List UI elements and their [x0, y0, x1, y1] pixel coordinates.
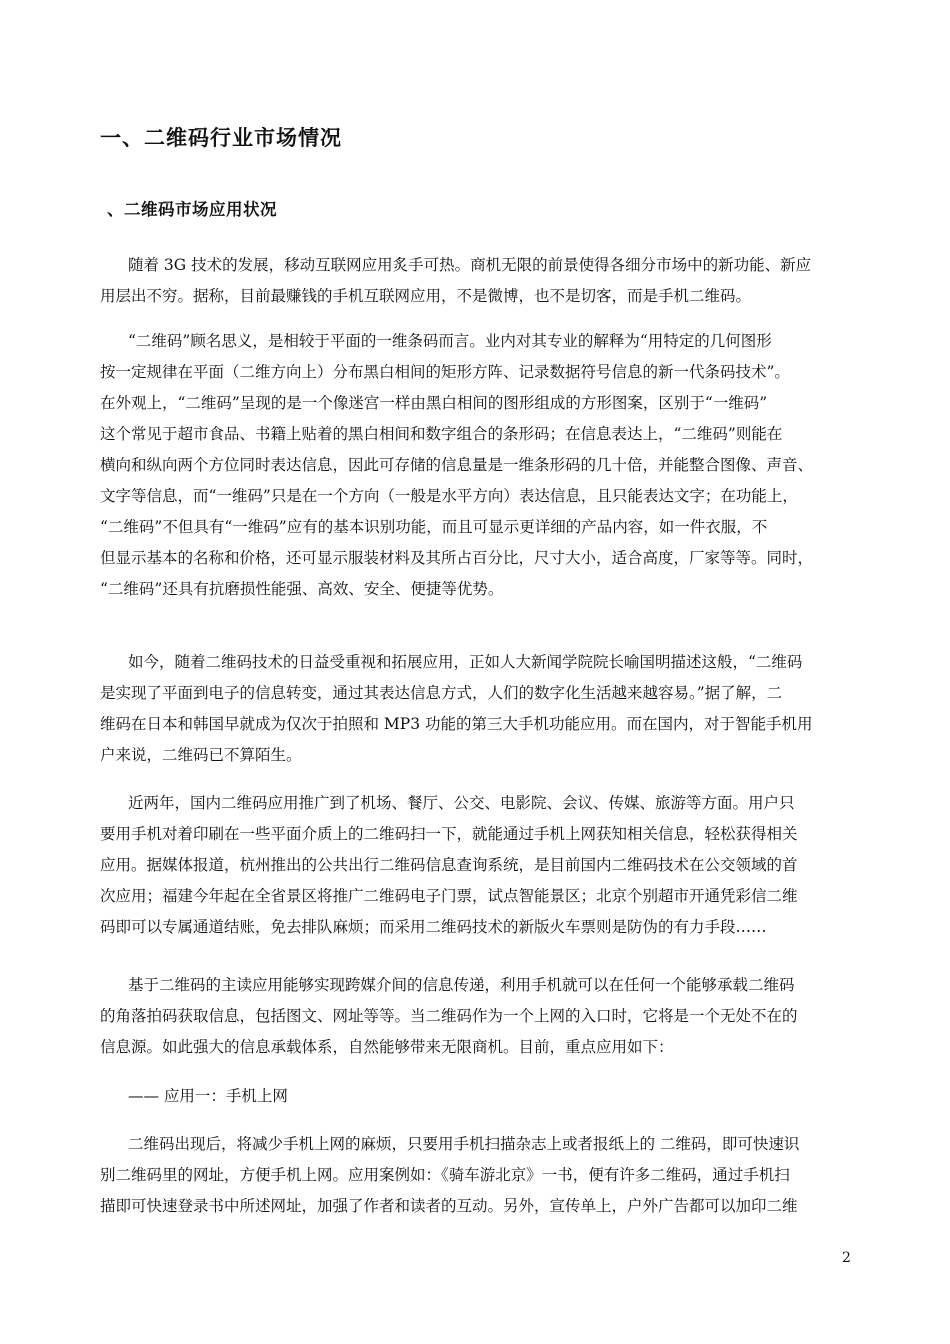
text-line: 在外观上，“二维码”呈现的是一个像迷宫一样由黑白相间的图形组成的方形图案，区别于“一维码” — [100, 394, 768, 412]
text-line: 横向和纵向两个方位同时表达信息，因此可存储的信息量是一维条形码的几十倍，并能整合图像、声音、 — [100, 456, 814, 474]
paragraph — [100, 647, 854, 771]
text-line: 维码在日本和韩国早就成为仅次于拍照和 MP3 功能的第三大手机功能应用。而在国内，对于智能手机用 — [100, 715, 813, 733]
text-line: 二维码出现后，将减少手机上网的麻烦，只要用手机扫描杂志上或者报纸上的 二维码，即可快速识 — [128, 1135, 800, 1153]
paragraph — [100, 1129, 854, 1222]
text-line: “二维码”顾名思义，是相较于平面的一维条码而言。业内对其专业的解释为“用特定的几何图形 — [128, 332, 772, 350]
text-line: “二维码”不但具有“一维码”应有的基本识别功能，而且可显示更详细的产品内容，如一件衣服，不 — [100, 518, 768, 536]
text-line: 次应用；福建今年起在全省景区将推广二维码电子门票，试点智能景区；北京个别超市开通凭彩信二维 — [100, 887, 798, 905]
text-line: 用层出不穷。据称，目前最赚钱的手机互联网应用，不是微博，也不是切客，而是手机二维码。 — [100, 287, 752, 305]
text-line: 描即可快速登录书中所述网址，加强了作者和读者的互动。另外，宣传单上，户外广告都可以加印二维 — [100, 1197, 798, 1215]
paragraph — [100, 250, 854, 312]
subsection-heading: 、二维码市场应用状况 — [107, 200, 277, 219]
text-line: 户来说，二维码已不算陌生。 — [100, 746, 302, 764]
section-heading: 一、二维码行业市场情况 — [100, 126, 342, 150]
text-line: 如今，随着二维码技术的日益受重视和拓展应用，正如人大新闻学院院长喻国明描述这般，“二维码 — [128, 653, 803, 671]
text-line: 的角落拍码获取信息，包括图文、网址等等。当二维码作为一个上网的入口时，它将是一个无处不在的 — [100, 1007, 798, 1025]
paragraph — [100, 788, 854, 943]
text-line: 基于二维码的主读应用能够实现跨媒介间的信息传递，利用手机就可以在任何一个能够承载二维码 — [128, 976, 795, 994]
text-line: —— 应用一：手机上网 — [128, 1087, 288, 1105]
text-line: 按一定规律在平面（二维方向上）分布黑白相间的矩形方阵、记录数据符号信息的新一代条码技术”。 — [100, 363, 790, 381]
text-line: 是实现了平面到电子的信息转变，通过其表达信息方式，人们的数字化生活越来越容易。”据了解，二 — [100, 684, 783, 702]
paragraph — [100, 326, 854, 605]
text-line: 别二维码里的网址，方便手机上网。应用案例如：《骑车游北京》一书，便有许多二维码，通过手机扫 — [100, 1166, 790, 1184]
text-line: 应用。据媒体报道，杭州推出的公共出行二维码信息查询系统，是目前国内二维码技术在公交领域的首 — [100, 856, 798, 874]
text-line: 要用手机对着印刷在一些平面介质上的二维码扫一下，就能通过手机上网获知相关信息，轻松获得相关 — [100, 825, 798, 843]
text-line: 随着 3G 技术的发展，移动互联网应用炙手可热。商机无限的前景使得各细分市场中的新功能、新应 — [128, 256, 812, 274]
text-line: 这个常见于超市食品、书籍上贴着的黑白相间和数字组合的条形码；在信息表达上，“二维码”则能在 — [100, 425, 783, 443]
text-line: 信息源。如此强大的信息承载体系，自然能够带来无限商机。目前，重点应用如下： — [100, 1038, 674, 1056]
text-line: 码即可以专属通道结账，免去排队麻烦；而采用二维码技术的新版火车票则是防伪的有力手段…… — [100, 918, 767, 936]
text-line: 但显示基本的名称和价格，还可显示服装材料及其所占百分比，尺寸大小，适合高度，厂家等等。同时， — [100, 549, 814, 567]
paragraph — [100, 970, 854, 1063]
text-line: 近两年，国内二维码应用推广到了机场、餐厅、公交、电影院、会议、传媒、旅游等方面。用户只 — [128, 794, 795, 812]
text-line: “二维码”还具有抗磨损性能强、高效、安全、便捷等优势。 — [100, 580, 504, 598]
page-number: 2 — [842, 1250, 851, 1266]
paragraph — [100, 1081, 854, 1112]
text-line: 文字等信息，而“一维码”只是在一个方向（一般是水平方向）表达信息，且只能表达文字；在功能上， — [100, 487, 798, 505]
